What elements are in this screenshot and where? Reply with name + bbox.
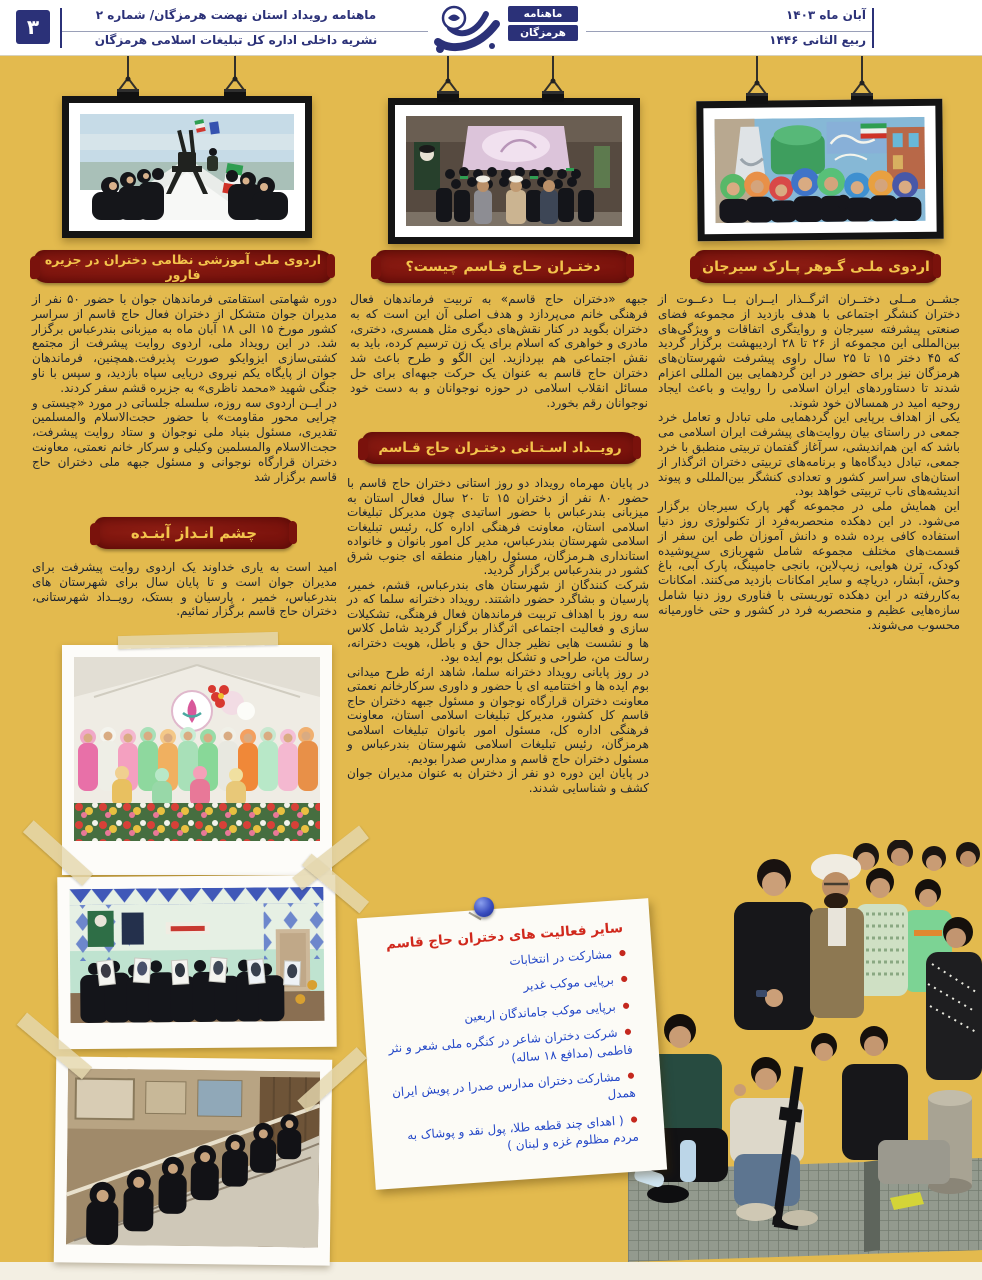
header-divider-right bbox=[872, 8, 874, 48]
binder-clip-icon bbox=[742, 80, 772, 106]
note-item: ● ( اهدای چند قطعه طلا، پول نقد و پوشاک به مردم مظلوم غزه و لبنان ) bbox=[394, 1111, 644, 1163]
classroom-photo-art bbox=[69, 887, 324, 1023]
photo-boys-group bbox=[628, 840, 982, 1262]
article-gohar-park-text bbox=[658, 292, 960, 632]
photo-conference-hall bbox=[388, 98, 640, 244]
binder-clip-icon bbox=[220, 76, 250, 102]
paragraph: این همایش ملی در مجموعه گهر پارک سیرجان برگزار می‌شود. در این دهکده منحصربه‌فرد از تکنولوژی روز دنیا استفاده کافی برده شده و دانش آموزان طی این سفر از قسمت‌های مختلف مجموعه شامل شهربازی سرپوشیده کودک، ترن هوایی، زیپ‌لاین، بانجی جامپینگ، پارک آبی، باغ وحش، آبشار، دریاچه و سایر امکانات بازدید می‌کنند. امکانات به‌کاررفته در این دهکده توریستی با فناوری روز دنیا شامل سازه‌هایی عظیم و منحصربه فرد در کشور و حتی خاورمیانه محسوب می‌شوند. bbox=[658, 499, 960, 632]
note-title: سایر فعالیت های دختران حاج قاسم bbox=[385, 919, 624, 953]
note-list bbox=[382, 945, 643, 1163]
photo-staircase-group bbox=[54, 1056, 332, 1265]
paragraph: در روز پایانی رویداد دخترانه سلما، شاهد ارئه طرح میدانی بوم ایده ها و اختتامیه ای با حضور و داوری سرکارخانم نعمتی معاونت دختران قرارگاه نوجوان و مسئول جبهه دختران حاج قاسم کل کشور، مدیرکل تبلیغات اسلامی استان، معاونت فرهنگی اداره کل، مسئول امور بانوان تبلیغات اسلامی هرمزگان، رئیس تبلیغات اسلامی شهرستان بندرعباس و مسئول دختران حاج قاسم و مدارس صدرا بودیم. bbox=[347, 664, 649, 766]
warship-photo-art bbox=[80, 114, 294, 220]
page-bottom-margin bbox=[0, 1262, 982, 1280]
paragraph: دوره شهامتی استقامتی فرماندهان جوان با حضور ۵۰ نفر از مدیران جوان متشکل از دختران فعال حاج قاسم از سراسر کشور مورخ ۱۵ الی ۱۸ آبان ماه به میزبانی بندرعباس برگزار شد. در این رویداد ملی، اردوی روایت پیشرفت از مجتمع کشتی‌سازی ایزوایکو صورت پذیرفت.همچنین، فرماندهان جوان از پایگاه یکم نیروی دریایی سپاه بازدید، و سپس با ناو جنگی شهید «محمد ناظری» به جزیره قشم سفر کردند. bbox=[32, 292, 337, 395]
binder-clip-icon bbox=[847, 80, 877, 106]
headline-farur: اردوی ملی آموزشی نظامی دختران در جزیره فارور bbox=[34, 250, 332, 283]
staircase-photo-art bbox=[66, 1068, 320, 1247]
header-publisher-line: نشریه داخلی اداره کل تبلیغات اسلامی هرمزگان bbox=[94, 33, 378, 47]
paragraph: یکی از اهداف برپایی این گردهمایی ملی تبادل و تعامل خرد جمعی در راستای بیان روایت‌های پیشرفت ایران اسلامی می باشد که این هم‌اندیشی، سرآغاز گفتمان تربیتی منطبق با خرد جمعی، تبادل دیدگاه‌ها و برنامه‌های تربیتی دختران اثرگذار از استان‌های سراسر کشور و تعدادی کنشگر بین‌المللی و پیوند اندیشه‌های ناب تربیتی خواهد بود. bbox=[658, 410, 960, 499]
tent-photo-art bbox=[74, 657, 320, 841]
paragraph: جشــن مــلی دختــران اثرگــذار ایــران بــا دعــوت از دختران کنشگر اجتماعی با هدف بازدید از مجموعه فضای صنعتی پیشرفته سیرجان و روایتگری اتفاقات و ویژگی‌های بین‌المللی این مجموعه از ۲۶ تا ۲۸ اردیبهشت برگزار گردید که ۴۵ دختر ۱۵ تا ۲۵ سال راوی پیشرفت شهرستان‌های هرمزگان نیز برای حضور در این گردهمایی بین المللی اعزام شدند تا دستاوردهای ایران اسلامی را روایت و باعث ایجاد روحیه امید در همسالان خود شوند. bbox=[658, 292, 961, 410]
photo-girls-warship bbox=[62, 96, 312, 238]
binder-clip-icon bbox=[433, 78, 463, 104]
header-date-solar: آبان ماه ۱۴۰۳ bbox=[785, 8, 866, 22]
photo-tent-event bbox=[62, 645, 332, 875]
push-pin-icon bbox=[474, 897, 494, 917]
paragraph: شرکت کنندگان از شهرستان های بندرعباس، قشم، خمیر، پارسیان و بشاگرد حضور داشتند. رویداد دخترانه سلما که در سه روز با اهداف تربیت فرماندهان فعال فرهنگی، تشکیلات سازی و فعالیت اجتماعی اثرگذار برگزار گردید شامل کلاس ها و نشست هایی نظیر جدال حق و باطل، هویت دخترانه، رسالت من، طراحی و تشکل بوم ایده بود. bbox=[347, 577, 649, 664]
header-issue-line: ماهنامه رویداد استان نهضت هرمزگان/ شماره ۲ bbox=[95, 8, 377, 22]
nahzat-logo-emblem bbox=[430, 2, 508, 58]
paragraph: در ایــن اردوی سه روزه، سلسله جلساتی در مورد «چیستی و چرایی محور مقاومت» با حضور حجت‌الاسلام والمسلمین تقدیری، مسئول بنیاد ملی نوجوان و ستاد روایت پیشرفت، حجت‌الاسلام والمسلمین وکیلی و سرکار خانم نعمتی، معاونت دختران قرارگاه نوجوانی و مسئول جبهه ملی دختران حاج قاسم برگزار شد bbox=[32, 395, 337, 484]
article-provincial-event-text bbox=[347, 476, 649, 795]
binder-clip-icon bbox=[538, 78, 568, 104]
paragraph: جبهه «دختران حاج قاسم» به تربیت فرماندهان فعال فرهنگی خانم می‌پردازد و هدف اصلی آن این است که به دختران بگوید در کنار نقش‌های دیگری مثل همسری، دختری، مادری و خواهری که اسلام برای یک زن ترسیم کرده، باید به نقش اجتماعی هم بپردازید. این الگو و طرح باعث شد دختران حاج قاسم به عنوان یک حرکت جبهه‌ای برای حل مسائل انقلاب اسلامی در حوزه نوجوانان و به دست خود نوجوانان رقم بخورد. bbox=[350, 292, 648, 410]
article-haj-qasem-what-text bbox=[350, 292, 648, 410]
note-item: ● مشارکت دختران مدارس صدرا در پویش ایران همدل bbox=[391, 1067, 641, 1119]
note-item: ● مشارکت در انتخابات bbox=[382, 945, 631, 980]
headline-provincial-event: رویــداد اسـتـانی دختـران حاج قـاسم bbox=[362, 432, 638, 464]
note-item: ● برپایی موکب غدیر bbox=[384, 971, 633, 1006]
note-item: ● شرکت دختران شاعر در کنگره ملی شعر و نثر فاطمی (مدافع ۱۸ ساله) bbox=[387, 1024, 637, 1076]
mural-photo-art bbox=[714, 117, 925, 223]
boys-photo-art bbox=[628, 840, 982, 1262]
article-farur-text bbox=[32, 292, 337, 484]
header-divider-left bbox=[60, 8, 62, 48]
page-header bbox=[0, 0, 982, 56]
note-item: ● برپایی موکب جاماندگان اربعین bbox=[386, 997, 635, 1032]
logo-chip-monthly: ماهنامه bbox=[508, 6, 578, 22]
headline-haj-qasem-what: دختـران حـاج قـاسم چیست؟ bbox=[375, 250, 631, 283]
photo-classroom-posters bbox=[57, 875, 336, 1049]
article-outlook-text bbox=[32, 560, 337, 619]
hall-photo-art bbox=[406, 116, 622, 226]
activities-note bbox=[357, 898, 667, 1190]
logo-chip-hormozgan: هرمزگان bbox=[508, 25, 578, 41]
paragraph: در پایان مهرماه رویداد دو روز استانی دختران حاج قاسم با حضور ۸۰ نفر از دختران ۱۵ تا ۲۰ سال فعال استان به میزبانی بندرعباس با حضور اساتیدی چون مدیرکل تبلیغات اسلامی استان، معاونت فرهنگی اداره کل، رئیس تبلیغات اسلامی شهرستان بندرعباس، مدیر کل امور بانوان و خانواده استانداری هـرمزگان، مسئول راهیار منطقه ای جنوب شرق کشور در بندرعباس برگزار گردید. bbox=[347, 476, 650, 577]
binder-clip-icon bbox=[113, 76, 143, 102]
header-date-lunar: ربیع الثانی ۱۴۴۶ bbox=[769, 33, 866, 47]
headline-gohar-park: اردوی ملـی گـوهر پـارک سیرجان bbox=[694, 250, 938, 283]
page-number: ۳ bbox=[16, 10, 50, 44]
paragraph: امید است به یاری خداوند یک اردوی روایت پیشرفت برای مدیران جوان است و تا پایان سال برای شهرستان های بندرعباس، خمیر ، پارسیان و بستک، رویــداد شهرستانی، دختران حاج قاسم برگزار نمائیم. bbox=[32, 560, 337, 619]
photo-girls-mural bbox=[696, 99, 943, 242]
logo-wordmarks bbox=[508, 6, 578, 44]
headline-outlook: چشم انـداز آینـده bbox=[94, 517, 294, 549]
paragraph: در پایان این دوره دو نفر از دختران به عنوان مدیران جوان کشف و شناسایی شدند. bbox=[347, 766, 649, 795]
